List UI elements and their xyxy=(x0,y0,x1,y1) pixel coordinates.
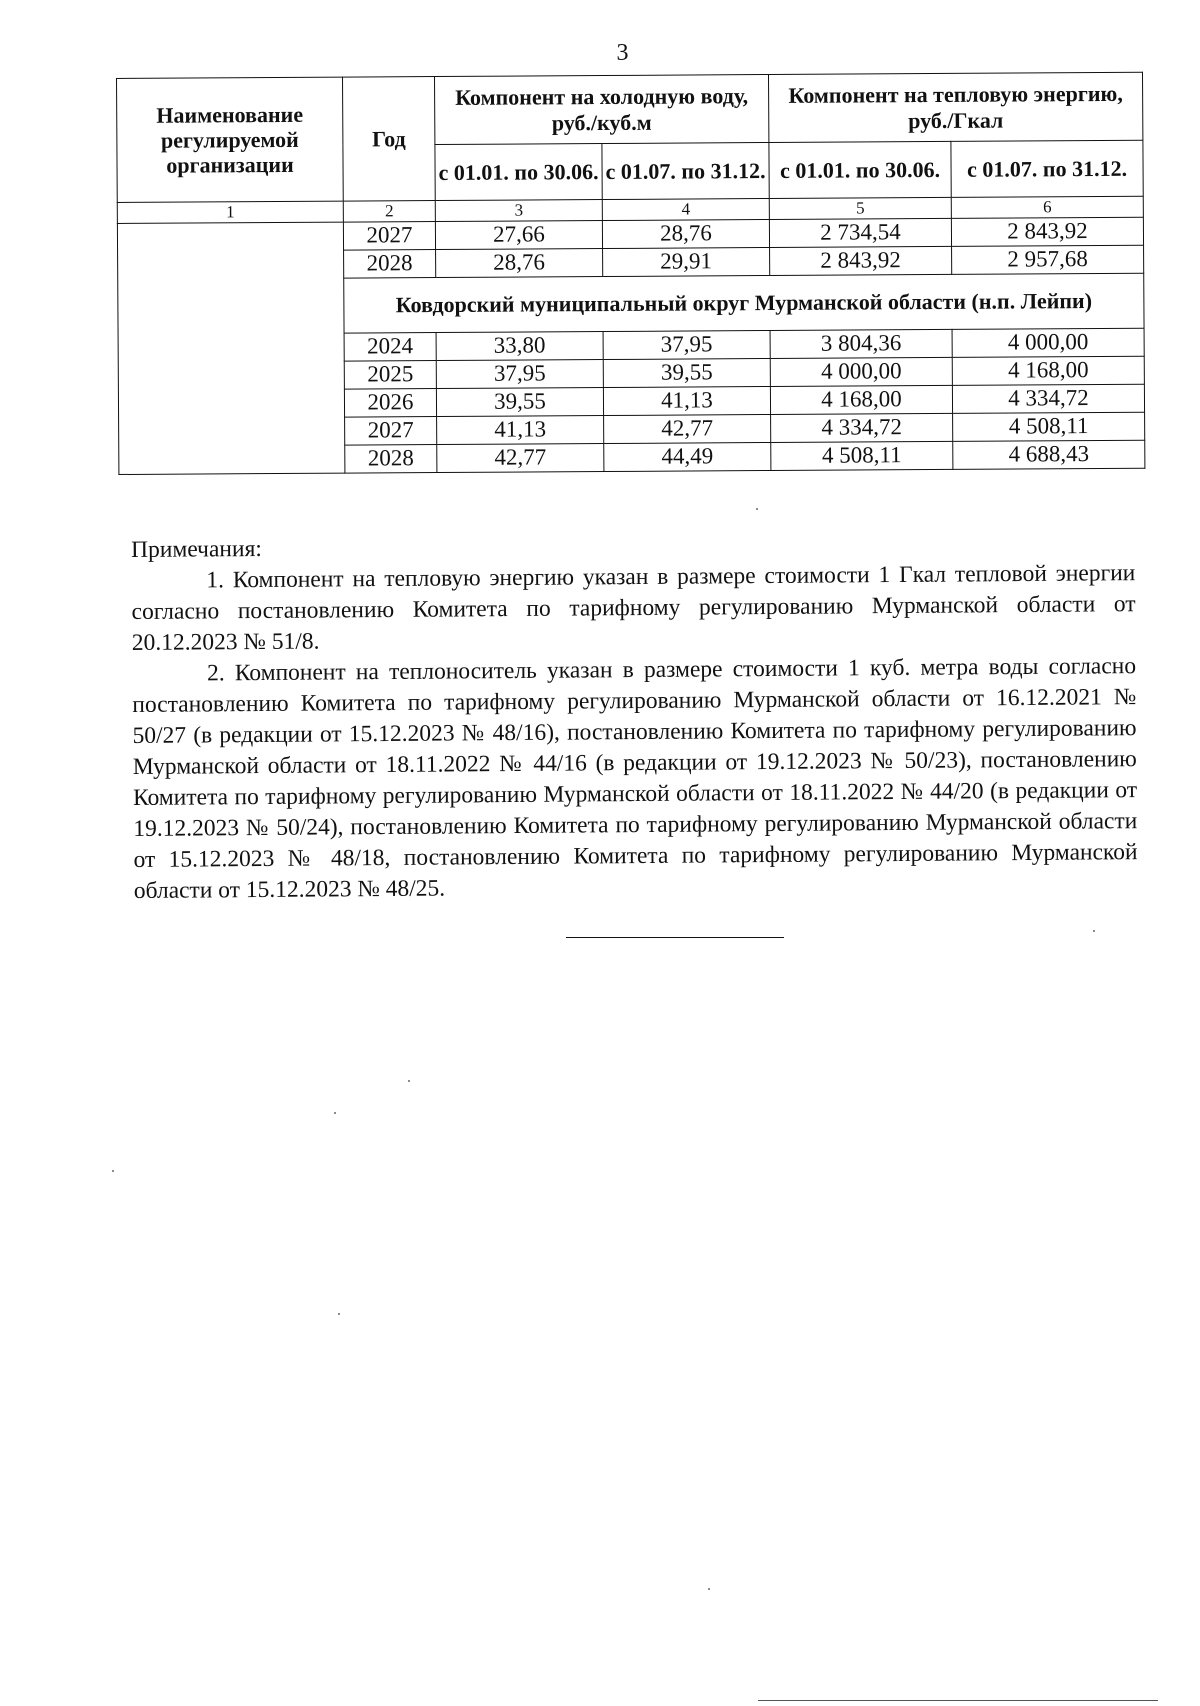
column-number: 6 xyxy=(951,196,1143,218)
scan-speck xyxy=(112,1170,114,1172)
notes-section xyxy=(131,527,1138,907)
year-cell: 2028 xyxy=(344,250,436,279)
value-cell: 37,95 xyxy=(603,331,770,360)
value-cell: 33,80 xyxy=(436,332,603,361)
value-cell: 2 843,92 xyxy=(770,246,952,275)
value-cell: 39,55 xyxy=(436,388,603,417)
header-period: с 01.01. по 30.06. xyxy=(769,141,951,198)
column-number: 5 xyxy=(769,197,951,219)
value-cell: 2 957,68 xyxy=(952,245,1144,274)
column-number: 2 xyxy=(343,201,435,223)
value-cell: 4 508,11 xyxy=(771,441,953,470)
value-cell: 29,91 xyxy=(603,248,770,277)
value-cell: 42,77 xyxy=(604,415,771,444)
header-org: Наименование регулируемой организации xyxy=(117,77,344,202)
year-cell: 2028 xyxy=(345,445,437,474)
value-cell: 2 843,92 xyxy=(951,217,1143,246)
tariff-table xyxy=(116,72,1145,475)
year-cell: 2027 xyxy=(345,417,437,446)
year-cell: 2027 xyxy=(343,222,435,251)
value-cell: 4 334,72 xyxy=(952,384,1144,413)
header-period: с 01.01. по 30.06. xyxy=(435,144,602,201)
scan-speck xyxy=(408,1080,410,1082)
value-cell: 2 734,54 xyxy=(769,218,951,247)
value-cell: 4 688,43 xyxy=(953,440,1145,469)
value-cell: 41,13 xyxy=(603,387,770,416)
value-cell: 28,76 xyxy=(602,220,769,249)
year-cell: 2026 xyxy=(344,389,436,418)
value-cell: 4 168,00 xyxy=(770,385,952,414)
region-title: Ковдорский муниципальный округ Мурманской области (н.п. Лейпи) xyxy=(344,273,1144,333)
notes-heading: Примечания: xyxy=(131,535,262,563)
column-number: 1 xyxy=(117,201,343,223)
value-cell: 3 804,36 xyxy=(770,329,952,358)
value-cell: 4 508,11 xyxy=(953,412,1145,441)
header-period: с 01.07. по 31.12. xyxy=(951,140,1143,197)
value-cell: 27,66 xyxy=(435,221,602,250)
header-cold-water: Компонент на холодную воду, руб./куб.м xyxy=(434,75,768,145)
separator-line xyxy=(566,937,784,938)
header-year: Год xyxy=(342,77,435,202)
year-cell: 2024 xyxy=(344,333,436,362)
page-number: 3 xyxy=(616,40,629,66)
value-cell: 4 334,72 xyxy=(771,413,953,442)
value-cell: 44,49 xyxy=(604,443,771,472)
scan-speck xyxy=(708,1588,710,1590)
value-cell: 39,55 xyxy=(603,359,770,388)
header-period: с 01.07. по 31.12. xyxy=(602,143,769,200)
value-cell: 4 168,00 xyxy=(952,356,1144,385)
note-item: 2. Компонент на теплоноситель указан в размере стоимости 1 куб. метра воды согласно постановлению Комитета по тарифному регулированию Мурманской области от 16.12.2021 № 50/27 (в редакции от 15.12.2023 № 48/16), постановлению Комитета по тарифному регулированию Мурманской области от 18.11.2022 № 44/16 (в редакции от 19.12.2023 № 50/23), постановлению Комитета по тарифному регулированию Мурманской области от 18.11.2022 № 44/20 (в редакции от 19.12.2023 № 50/24), постановлению Комитета по тарифному регулированию Мурманской области от 15.12.2023 № 48/18, постановлению Комитета по тарифному регулированию Мурманской области от 15.12.2023 № 48/25. xyxy=(132,653,1138,904)
scan-speck xyxy=(334,1112,336,1114)
note-item: 1. Компонент на тепловую энергию указан в размере стоимости 1 Гкал тепловой энергии согласно постановлению Комитета по тарифному регулированию Мурманской области от 20.12.2023 № 51/8. xyxy=(131,560,1136,656)
scan-speck xyxy=(1093,930,1095,932)
header-heat-energy: Компонент на тепловую энергию, руб./Гкал xyxy=(768,72,1142,142)
scan-speck xyxy=(756,508,758,510)
value-cell: 4 000,00 xyxy=(770,357,952,386)
footer-line xyxy=(758,1700,1158,1701)
scan-speck xyxy=(338,1313,340,1315)
column-number: 4 xyxy=(602,199,769,221)
value-cell: 42,77 xyxy=(437,444,604,473)
column-number: 3 xyxy=(435,200,602,222)
value-cell: 4 000,00 xyxy=(952,328,1144,357)
value-cell: 37,95 xyxy=(436,360,603,389)
value-cell: 28,76 xyxy=(436,249,603,278)
org-name-cell xyxy=(117,222,345,474)
year-cell: 2025 xyxy=(344,361,436,390)
value-cell: 41,13 xyxy=(437,416,604,445)
